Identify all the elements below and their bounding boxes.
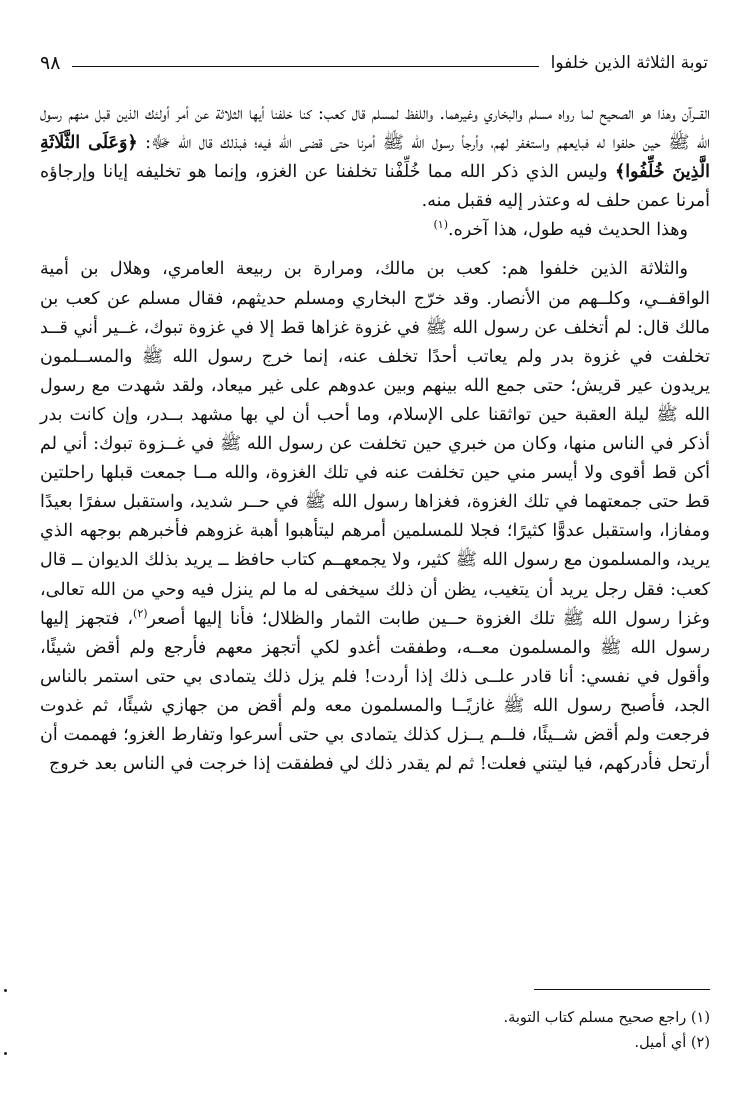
scan-speck: [4, 1052, 7, 1055]
paragraph-3-before: والثلاثة الذين خلفوا هم: كعب بن مالك، ومرارة بن ربيعة العامري، وهلال بن أمية الواقفــي، وكلــهم من الأنصار. وقد خرّج البخاري ومسلم حديثهم، فقال مسلم عن كعب بن مالك قال: لم أتخلف عن رسول الله ﷺ في غزوة غزاها قط إلا في غزوة تبوك، غــير أني قــد تخلفت في غزوة بدر ولم يعاتب أحدًا تخلف عنه، إنما خرج رسول الله ﷺ والمســلمون يريدون عير قريش؛ حتى جمع الله بينهم وبين عدوهم على غير ميعاد، ولقد شهدت مع رسول الله ﷺ ليلة العقبة حين تواثقنا على الإسلام، وما أحب أن لي بها مشهد بــدر، وإن كانت بدر أذكر في الناس منها، وكان من خبري حين تخلفت عن رسول الله ﷺ في غــزوة تبوك: أني لم أكن قط أقوى ولا أيسر مني حين تخلفت عنه في تلك الغزوة، والله مــا جمعت قبلها راحلتين قط حتى جمعتهما في تلك الغزوة، فغزاها رسول الله ﷺ في حــر شديد، واستقبل سفرًا بعيدًا ومفازا، واستقبل عدوًّا كثيرًا؛ فجلا للمسلمين أمرهم ليتأهبوا أهبة غزوهم فأخبرهم بوجهه الذي يريد، والمسلمون مع رسول الله ﷺ كثير، ولا يجمعهــم كتاب حافظ ــ يريد بذلك الديوان ــ قال كعب: فقل رجل يريد أن يتغيب، يظن أن ذلك سيخفى له ما لم ينزل فيه وحي من الله تعالى، وغزا رسول الله ﷺ تلك الغزوة حــين طابت الثمار والظلال؛ فأنا إليها أصعر: [40, 259, 710, 629]
footnotes: [40, 1006, 710, 1056]
page-number: ٩٨: [40, 52, 61, 74]
header-rule: [72, 66, 538, 67]
paragraph-3: [40, 255, 710, 779]
footnote-ref-2: (٢): [133, 606, 148, 620]
paragraph-3-after: ، فتجهز إليها رسول الله ﷺ والمسلمون معــه، وطفقت أغدو لكي أتجهز معهم فأرجع ولم أقض شيئًا، وأقول في نفسي: أنا قادر علــى ذلك إذا أردت! فلم يزل ذلك يتمادى بي حتى استمر بالناس الجد، فأصبح رسول الله ﷺ غازيًــا والمسلمون معه ولم أقض من جهازي شيئًا، ثم غدوت فرجعت ولم أقض شــيئًا، فلــم يــزل كذلك يتمادى بي حتى أسرعوا وتفارط الغزو؛ فهممت أن أرتحل فأدركهم، فيا ليتني فعلت! ثم لم يقدر ذلك لي فطفقت إذا خرجت في الناس بعد خروج: [40, 608, 710, 775]
footnote-ref-1: (١): [433, 218, 449, 232]
paragraph-1: [40, 100, 710, 216]
quran-quote: ﴿وَعَلَى الثَّلَاثَةِ الَّذِينَ خُلِّفُوا﴾: [40, 133, 710, 183]
footnote-2: (٢) أي أميل.: [634, 1035, 710, 1051]
paragraph-2-text: وهذا الحديث فيه طول، هذا آخره.: [448, 220, 688, 241]
footnote-1: (١) راجع صحيح مسلم كتاب التوبة.: [503, 1010, 710, 1026]
running-title: توبة الثلاثة الذين خلفوا: [550, 53, 708, 73]
footnote-rule: [534, 989, 710, 990]
scan-speck: [4, 989, 7, 992]
paragraph-1-tail: وليس الذي ذكر الله مما خُلِّفْنا تخلفنا عن الغزو، وإنما هو تخليفه إيانا وإرجاؤه أمرنا عمن حلف له وعتذر إليه فقبل منه.: [40, 162, 710, 212]
paragraph-2: [40, 216, 710, 245]
main-text: [40, 100, 710, 779]
running-header: [40, 48, 708, 78]
paragraph-1-lead: القــرآن وهذا هو الصحيح لما رواه مسلم والبخاري وغيرهما. واللفظ لمسلم قال كعب: كنا خلفنا أيها الثلاثة عن أمر أولئك الذين قبل منهم رسول الله ﷺ حين حلفوا له فبايعهم واستغفر لهم، وأرجأ رسول الله ﷺ أمرنا حتى قضى الله فيه؛ فبذلك قال الله ﷻ:: [40, 104, 711, 154]
